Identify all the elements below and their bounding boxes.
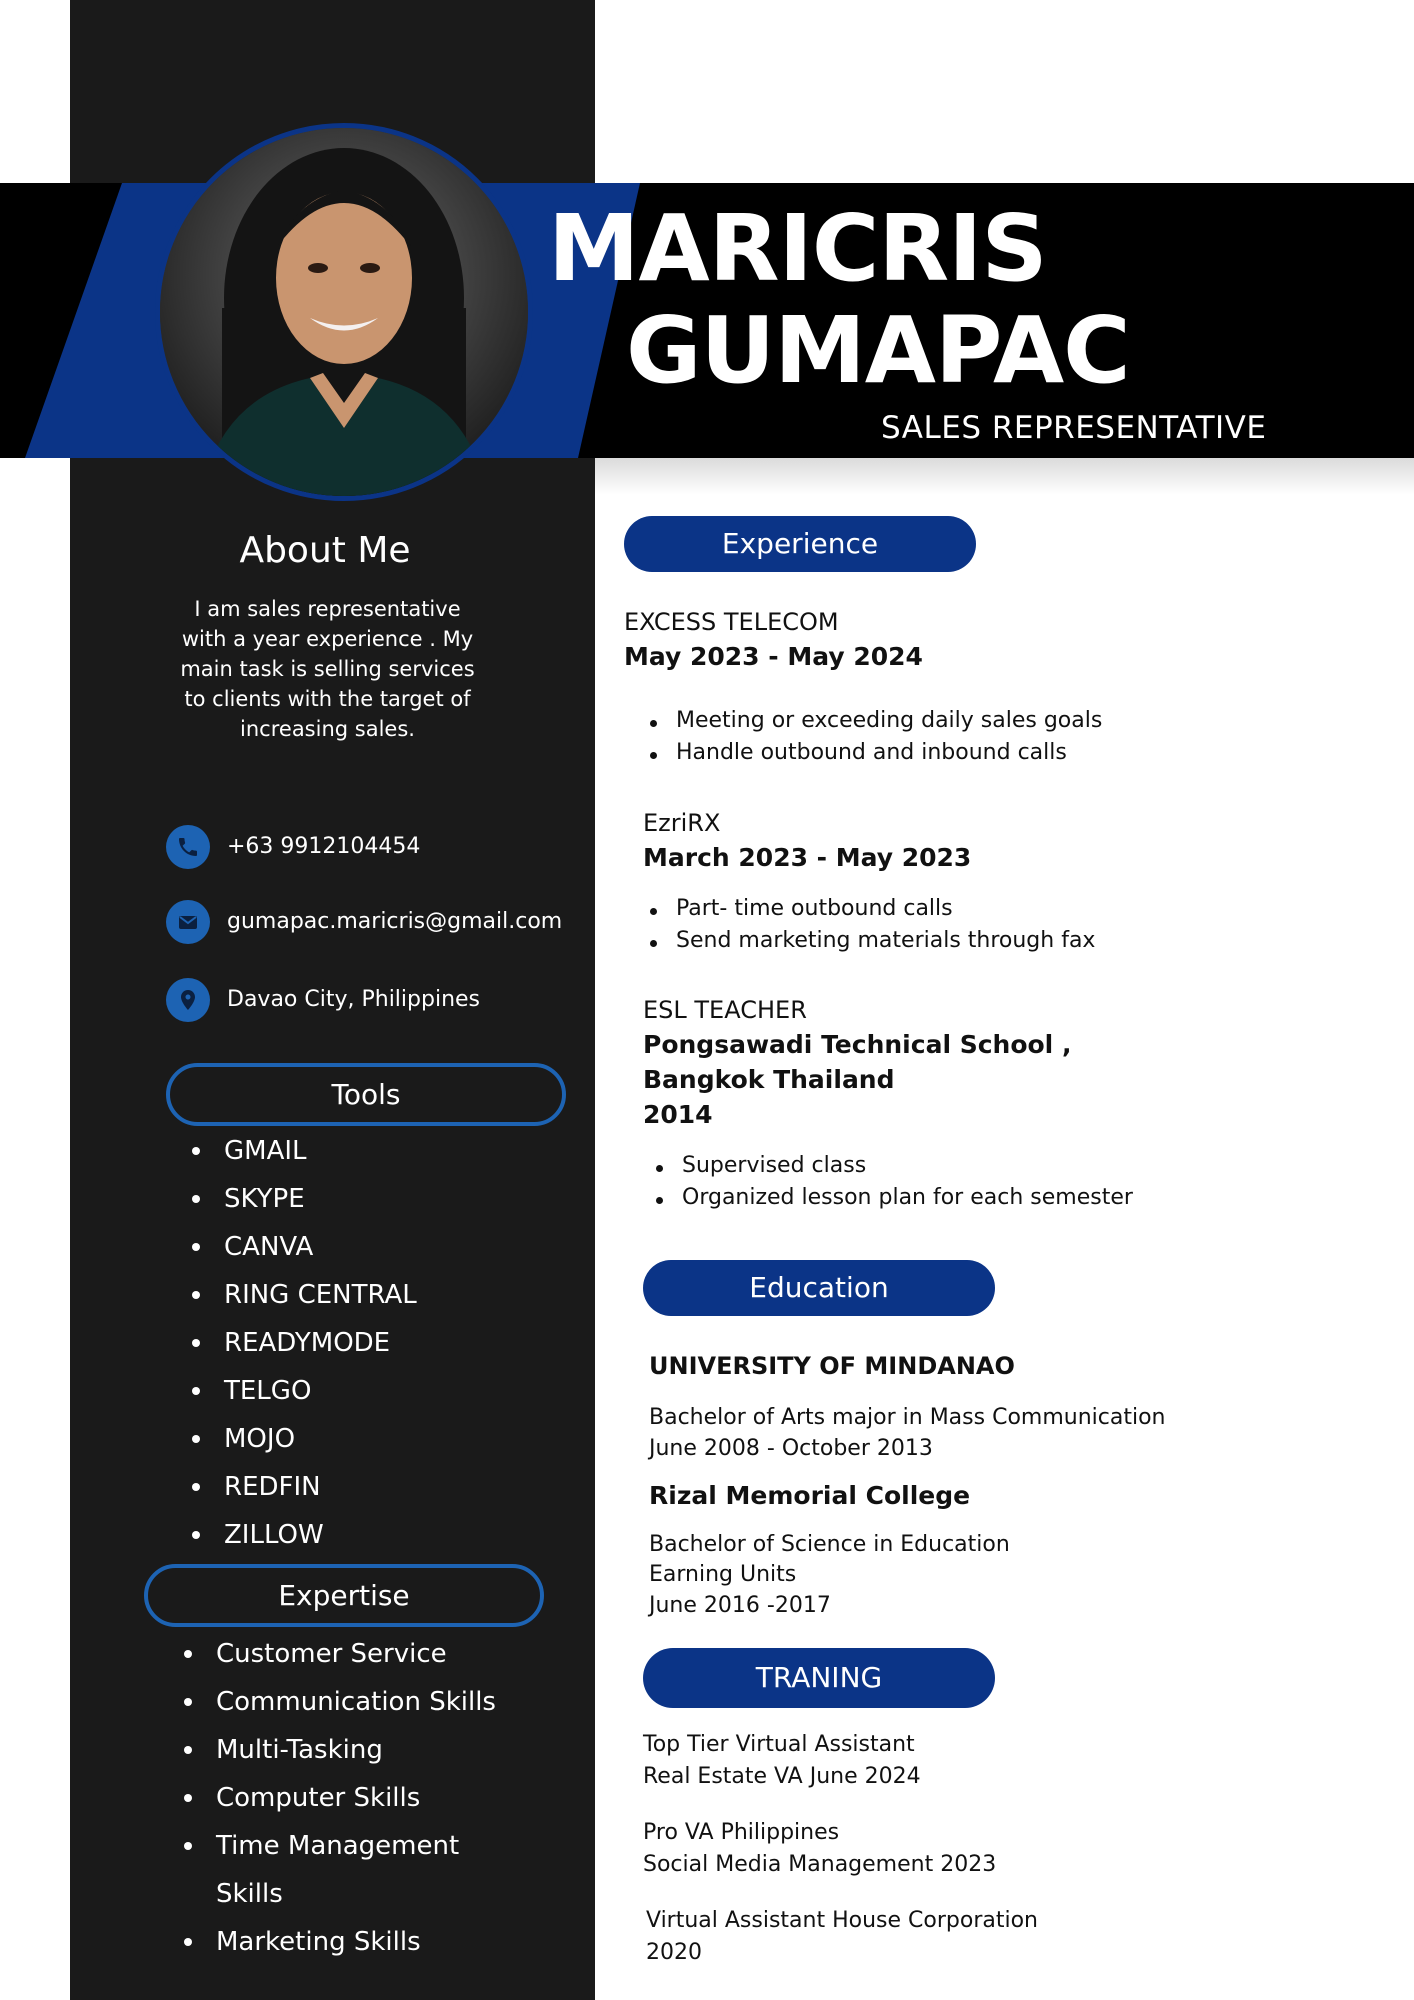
job-org: Pongsawadi Technical School , bbox=[643, 1030, 1072, 1059]
phone-icon bbox=[166, 825, 210, 869]
job-bullet: Send marketing materials through fax bbox=[650, 928, 1095, 953]
location-text: Davao City, Philippines bbox=[227, 987, 481, 1012]
last-name: GUMAPAC bbox=[626, 297, 1130, 404]
about-text: I am sales representative with a year experience . My main task is selling services to clients with the target of increasing sales. bbox=[180, 597, 475, 741]
email-address[interactable]: gumapac.maricris@gmail.com bbox=[227, 909, 563, 934]
training-line: Social Media Management 2023 bbox=[643, 1852, 997, 1877]
school-name: UNIVERSITY OF MINDANAO bbox=[649, 1352, 1015, 1380]
mail-icon bbox=[166, 900, 210, 944]
school-detail: Earning Units bbox=[649, 1562, 797, 1587]
list-item: MOJO bbox=[190, 1419, 570, 1467]
job-dates: May 2023 - May 2024 bbox=[624, 642, 923, 671]
expertise-list bbox=[182, 1634, 582, 1970]
list-item: RING CENTRAL bbox=[190, 1275, 570, 1323]
job-bullet: Meeting or exceeding daily sales goals bbox=[650, 708, 1102, 733]
list-item: Customer Service bbox=[182, 1634, 582, 1682]
location-pin-icon bbox=[166, 978, 210, 1022]
list-item-continuation: Skills bbox=[216, 1879, 283, 1909]
list-item: Marketing Skills bbox=[182, 1922, 582, 1970]
list-item: Time Management bbox=[182, 1826, 582, 1874]
job-dates: 2014 bbox=[643, 1100, 713, 1129]
about-title: About Me bbox=[239, 530, 411, 571]
job-company: EzriRX bbox=[643, 809, 721, 837]
job-dates: March 2023 - May 2023 bbox=[643, 843, 972, 872]
training-line: 2020 bbox=[646, 1940, 702, 1965]
banner-shadow bbox=[595, 455, 1414, 495]
training-line: Real Estate VA June 2024 bbox=[643, 1764, 921, 1789]
first-name: MARICRIS bbox=[548, 195, 1047, 302]
job-bullet: Organized lesson plan for each semester bbox=[656, 1185, 1133, 1210]
list-item: Multi-Tasking bbox=[182, 1730, 582, 1778]
job-company: EXCESS TELECOM bbox=[624, 608, 839, 636]
school-detail: June 2016 -2017 bbox=[649, 1593, 831, 1618]
tools-heading: Tools bbox=[166, 1063, 566, 1126]
profile-photo bbox=[155, 123, 533, 501]
job-bullet: Supervised class bbox=[656, 1153, 866, 1178]
list-item: Communication Skills bbox=[182, 1682, 582, 1730]
training-line: Pro VA Philippines bbox=[643, 1820, 840, 1845]
job-company: ESL TEACHER bbox=[643, 996, 807, 1024]
school-detail: Bachelor of Science in Education bbox=[649, 1532, 1010, 1557]
list-item: REDFIN bbox=[190, 1467, 570, 1515]
training-line: Virtual Assistant House Corporation bbox=[646, 1908, 1038, 1933]
school-detail: June 2008 - October 2013 bbox=[649, 1436, 933, 1461]
list-item: GMAIL bbox=[190, 1131, 570, 1179]
list-item: TELGO bbox=[190, 1371, 570, 1419]
job-title: SALES REPRESENTATIVE bbox=[881, 410, 1267, 446]
education-heading: Education bbox=[643, 1260, 995, 1316]
experience-heading: Experience bbox=[624, 516, 976, 572]
list-item: ZILLOW bbox=[190, 1515, 570, 1563]
school-detail: Bachelor of Arts major in Mass Communication bbox=[649, 1405, 1166, 1430]
job-org: Bangkok Thailand bbox=[643, 1065, 895, 1094]
school-name: Rizal Memorial College bbox=[649, 1481, 971, 1510]
job-bullet: Handle outbound and inbound calls bbox=[650, 740, 1067, 765]
list-item: CANVA bbox=[190, 1227, 570, 1275]
expertise-heading: Expertise bbox=[144, 1564, 544, 1627]
list-item: READYMODE bbox=[190, 1323, 570, 1371]
tools-list bbox=[190, 1131, 570, 1563]
job-bullet: Part- time outbound calls bbox=[650, 896, 953, 921]
training-line: Top Tier Virtual Assistant bbox=[643, 1732, 915, 1757]
training-heading: TRANING bbox=[643, 1648, 995, 1708]
phone-number[interactable]: +63 9912104454 bbox=[227, 834, 421, 859]
list-item: SKYPE bbox=[190, 1179, 570, 1227]
list-item: Computer Skills bbox=[182, 1778, 582, 1826]
